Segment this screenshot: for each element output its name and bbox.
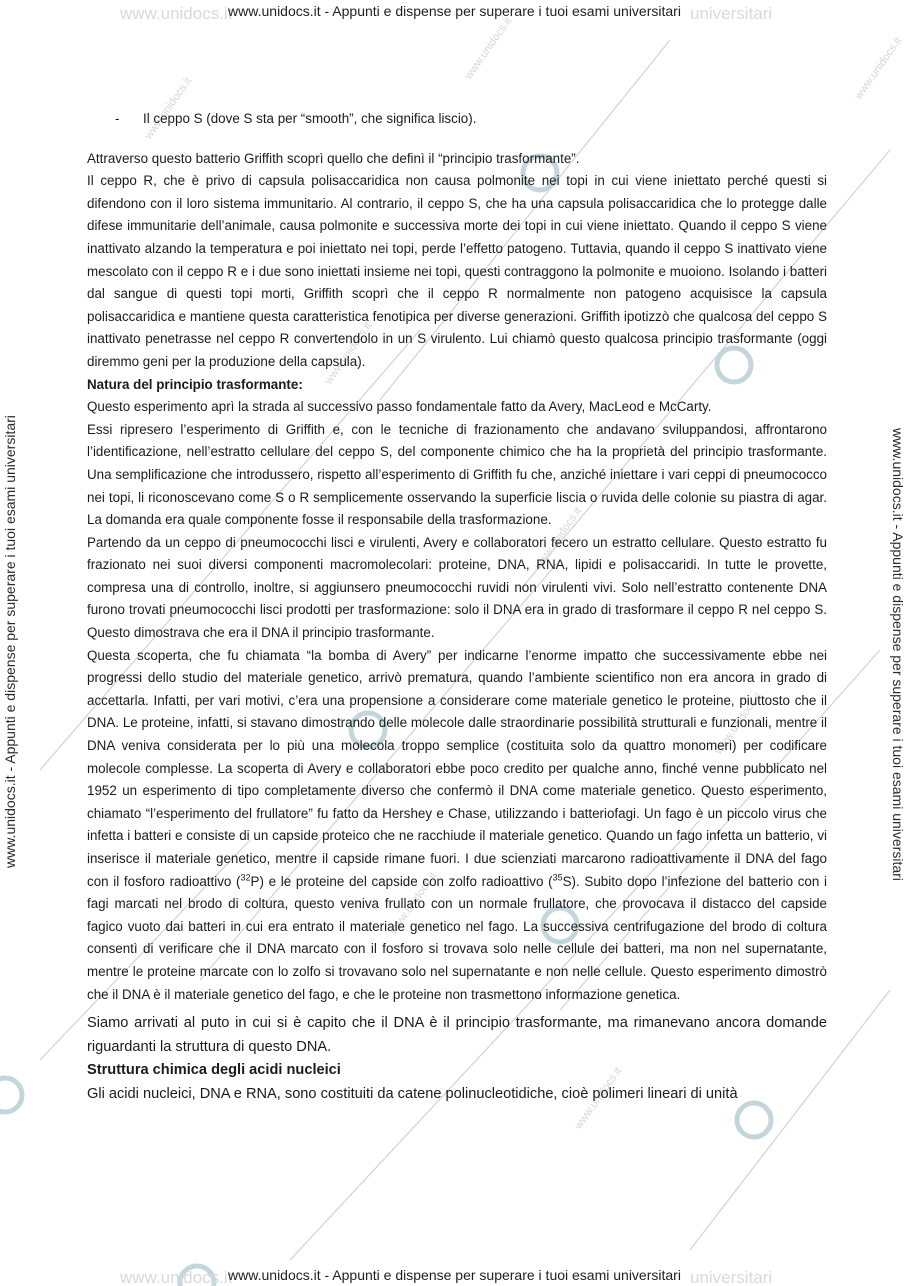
footer-watermark: www.unidocs.it - Appunti e dispense per superare i tuoi esami universitari bbox=[228, 1267, 681, 1283]
svg-text:www.unidocs.it: www.unidocs.it bbox=[852, 35, 905, 102]
list-item bbox=[87, 108, 827, 131]
svg-text:www.unidocs.it: www.unidocs.it bbox=[120, 1268, 233, 1286]
svg-text:www.unidocs.it: www.unidocs.it bbox=[120, 4, 233, 23]
svg-text:www.unidocs.it: www.unidocs.it bbox=[322, 320, 375, 387]
svg-text:www.unidocs.it: www.unidocs.it bbox=[462, 15, 515, 82]
paragraph-text: Questa scoperta, che fu chiamata “la bomba di Avery” per indicarne l’enorme impatto che successivamente ebbe nei progressi dello studio del materiale genetico, arrivò prematura, quando l’ambiente scientifico non era ancora in grado di accettarla. Infatti, per vari motivi, c’era una propensione a considerare come materiale genetico le proteine, piuttosto che il DNA. Le proteine, infatti, si stavano dimostrando delle molecole dalle straordinarie possibilità strutturali e funzionali, mentre il DNA veniva considerata per lo più una molecola troppo semplice (costituita solo da quattro monomeri) per codificare molecole complesse. La scoperta di Avery e collaboratori ebbe poco credito per qualche anno, finché venne pubblicato nel 1952 un esperimento di tipo completamente diverso che confermò il DNA come materiale genetico. Questo esperimento, chiamato “l’esperimento del frullatore” fu fatto da Hershey e Chase, utilizzando i batteriofagi. Un fago è un piccolo virus che infetta i batteri e consiste di un capside proteico che ne racchiude il materiale genetico. Quando un fago infetta un batterio, vi inserisce il materiale genetico, mentre il capside rimane fuori. I due scienziati marcarono radioattivamente il DNA del fago con il fosforo radioattivo ( bbox=[87, 647, 827, 889]
left-side-watermark: www.unidocs.it - Appunti e dispense per superare i tuoi esami universitari bbox=[2, 415, 18, 868]
svg-text:www.unidocs.it: www.unidocs.it bbox=[142, 75, 195, 142]
paragraph-text: S). Subito dopo l’infezione del batterio con i fagi marcati nel brodo di coltura, questo veniva frullato con un normale frullatore, che provocava il distacco del capside fagico vuoto dai batteri in cui era entrato il materiale genetico nel fago. La successiva centrifugazione del brodo di coltura consentì di verificare che il DNA marcato con il fosforo si trovava solo nelle cellule dei batteri, ma non nel supernatante, mentre le proteine marcate con lo zolfo si trovavano solo nel supernatante e non nelle cellule. Questo esperimento dimostrò che il DNA è il materiale genetico del fago, e che le proteine non trasmettono informazione genetica. bbox=[87, 873, 828, 1002]
paragraph: Il ceppo R, che è privo di capsula polisaccaridica non causa polmonite nei topi in cui viene iniettato perché questi si difendono con il loro sistema immunitario. Al contrario, il ceppo S, che ha una capsula polisaccaridica che lo protegge dalle difese immunitarie dell’animale, causa polmonite e successiva morte dei topi in cui viene iniettato. Quando il ceppo S viene inattivato alzando la temperatura e poi iniettato nei topi, perde l’effetto patogeno. Tuttavia, quando il ceppo S inattivato viene mescolato con il ceppo R e i due sono iniettati insieme nei topi, questi contraggono la polmonite e muoiono. Isolando i batteri dal sangue di questi topi morti, Griffith scoprì che il ceppo R normalmente non patogeno acquisisce la capsula polisaccaridica e mantiene questa caratteristica fenotipica per diverse generazioni. Griffith ipotizzò che qualcosa del ceppo S inattivato penetrasse nel ceppo R convertendolo in un S virulento. Lui chiamò questo qualcosa principio trasformante (oggi diremmo geni per la produzione della capsula). bbox=[87, 173, 827, 369]
paragraph bbox=[87, 645, 827, 1007]
superscript: 32 bbox=[240, 872, 251, 883]
svg-text:www.unidocs.it: www.unidocs.it bbox=[387, 870, 440, 937]
document-body bbox=[87, 108, 827, 1106]
paragraph: Attraverso questo batterio Griffith scoprì quello che definì il “principio trasformante”. bbox=[87, 150, 580, 166]
paragraph: Questo esperimento aprì la strada al successivo passo fondamentale fatto da Avery, MacLeod e McCarty. bbox=[87, 399, 712, 415]
paragraph-text: P) e le proteine del capside con zolfo radioattivo ( bbox=[250, 873, 553, 889]
svg-text:universitari: universitari bbox=[690, 4, 773, 23]
svg-text:www.unidocs.it: www.unidocs.it bbox=[572, 1065, 625, 1132]
superscript: 35 bbox=[552, 872, 563, 883]
right-side-watermark: www.unidocs.it - Appunti e dispense per superare i tuoi esami universitari bbox=[890, 428, 906, 881]
paragraph: Partendo da un ceppo di pneumococchi lisci e virulenti, Avery e collaboratori fecero un estratto cellulare. Questo estratto fu frazionato nei suoi diversi componenti macromolecolari: proteine, DNA, RNA, lipidi e polisaccaridi. In tutte le provette, compresa una di controllo, inoltre, si aggiunsero pneumococchi ruvidi non virulenti vivi. Solo nell’estratto contenente DNA furono trovati pneumococchi lisci prodotti per trasformazione: solo il DNA era in grado di trasformare il ceppo R nel ceppo S. Questo dimostrava che era il DNA il principio trasformante. bbox=[87, 534, 827, 641]
svg-text:www.unidocs.it: www.unidocs.it bbox=[532, 505, 585, 572]
paragraph: Essi ripresero l’esperimento di Griffith e, con le tecniche di frazionamento che andavano sviluppandosi, affrontarono l’identificazione, nell’estratto cellulare del ceppo S, del componente chimico che ha la proprietà del principio trasformante. Una semplificazione che introdussero, rispetto all’esperimento di Griffith fu che, anziché iniettare i vari ceppi di pneumococco nei topi, li riconoscevano come S o R semplicemente osservando la superficie liscia o ruvida delle colonie su piastra di agar. La domanda era quale componente fosse il responsabile della trasformazione. bbox=[87, 421, 827, 528]
section-heading: Natura del principio trasformante: bbox=[87, 376, 303, 392]
svg-text:universitari: universitari bbox=[690, 1268, 773, 1286]
paragraph: Gli acidi nucleici, DNA e RNA, sono costituiti da catene polinucleotidiche, cioè polimeri lineari di unità bbox=[87, 1085, 738, 1102]
paragraph: Siamo arrivati al puto in cui si è capito che il DNA è il principio trasformante, ma rimanevano ancora domande riguardanti la struttura di questo DNA. bbox=[87, 1015, 827, 1055]
svg-text:www.unidocs.it: www.unidocs.it bbox=[712, 690, 765, 757]
bullet-dash-icon: - bbox=[115, 111, 120, 126]
header-watermark: www.unidocs.it - Appunti e dispense per superare i tuoi esami universitari bbox=[228, 3, 681, 19]
list-item-text: Il ceppo S (dove S sta per “smooth”, che significa liscio). bbox=[143, 111, 477, 126]
section-heading: Struttura chimica degli acidi nucleici bbox=[87, 1062, 341, 1079]
